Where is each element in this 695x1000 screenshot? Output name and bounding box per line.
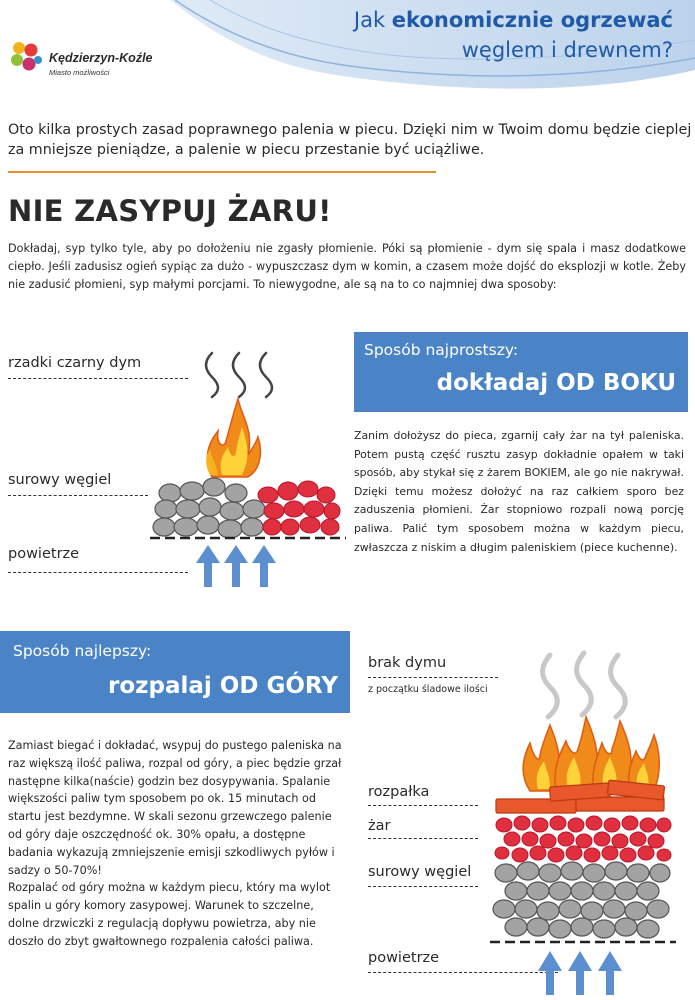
flame-icon bbox=[523, 717, 659, 791]
smoke-squiggle-icon bbox=[206, 353, 272, 397]
label-coal-line bbox=[8, 495, 148, 496]
section-heading: NIE ZASYPUJ ŻARU! bbox=[8, 194, 332, 228]
coal-pile-icon bbox=[493, 862, 670, 938]
top-lighting-diagram bbox=[490, 645, 690, 995]
label-kindling: rozpałka bbox=[368, 784, 430, 800]
air-arrow-icon bbox=[196, 545, 276, 587]
method2-text-part2: Rozpalać od góry można w każdym piecu, który ma wylot spalin u góry komory zasypowej. Warunek to szczelne, dolne drzwiczki z regulacją dopływu powietrza, aby nie doszło do zbyt gwałtownego rozpalenia całości paliwa. bbox=[8, 881, 331, 948]
label-embers-line bbox=[368, 838, 478, 839]
logo-name: Kędzierzyn-Koźle bbox=[49, 51, 153, 65]
method2-title-box bbox=[0, 631, 350, 713]
label-no-smoke: brak dymu bbox=[368, 655, 447, 671]
label-no-smoke-line bbox=[368, 677, 498, 678]
method2-text-part1: Zamiast biegać i dokładać, wsypuj do pustego paleniska na raz większą ilość paliwa, rozpal od góry, a piec będzie grzał następne kilka(naście) godzin bez dosypywania. Spalanie większości paliw tym sposobem po ok. 15 minutach od startu jest bezdymne. W skali sezonu grzewczego palenie od góry daje oszczędność ok. 30% opału, a dostępne badania wykazują zmniejszenie emisji szkodliwych pyłów i sadzy o 50-70%! bbox=[8, 739, 342, 877]
ember-pile-icon bbox=[495, 816, 671, 862]
page-title-line-1: Jak ekonomicznie ogrzewać bbox=[353, 8, 673, 32]
air-arrow-icon bbox=[538, 951, 622, 995]
label-no-smoke-note: z początku śladowe ilości bbox=[368, 684, 488, 695]
label-coal: surowy węgiel bbox=[8, 472, 112, 488]
label-smoke: rzadki czarny dym bbox=[8, 355, 142, 371]
intro-text: Oto kilka prostych zasad poprawnego palenia w piecu. Dzięki nim w Twoim domu będzie cieplej za mniejsze pieniądze, a palenie w piecu przestanie być uciążliwe. bbox=[8, 122, 692, 158]
logo-balls-icon bbox=[7, 38, 47, 78]
label-coal-2-line bbox=[368, 886, 478, 887]
logo-tagline: Miasto możliwości bbox=[49, 68, 110, 77]
smoke-squiggle-icon bbox=[543, 653, 626, 717]
label-embers: żar bbox=[368, 818, 391, 834]
method2-title: rozpalaj OD GÓRY bbox=[108, 673, 338, 699]
label-air: powietrze bbox=[8, 546, 80, 562]
page-title-line-2: węglem i drewnem? bbox=[461, 38, 673, 62]
label-air-2: powietrze bbox=[368, 950, 440, 966]
method2-subtitle: Sposób najlepszy: bbox=[13, 642, 152, 660]
coal-pile-icon bbox=[153, 478, 265, 538]
method1-title: dokładaj OD BOKU bbox=[436, 370, 676, 396]
flame-icon bbox=[206, 399, 260, 477]
intro-paragraph: Dokładaj, syp tylko tyle, aby po dołożeniu nie zgasły płomienie. Póki są płomienie - dym się spala i masz dodatkowe ciepło. Jeśli zadusisz ogień sypiąc za dużo - wypuszczasz dym w komin, a czasem może dojść do eksplozji w kotle. Żeby nie zadusić płomieni, syp małymi porcjami. To niewygodne, ale są na to co najmniej dwa sposoby: bbox=[8, 242, 686, 291]
kindling-sticks-icon bbox=[496, 780, 665, 813]
method2-text bbox=[8, 737, 346, 951]
label-kindling-line bbox=[368, 805, 478, 806]
side-firing-diagram bbox=[150, 345, 350, 590]
ember-pile-icon bbox=[258, 481, 340, 535]
method1-subtitle: Sposób najprostszy: bbox=[364, 341, 519, 359]
method1-title-box bbox=[354, 332, 688, 412]
label-coal-2: surowy węgiel bbox=[368, 864, 472, 880]
method1-text: Zanim dołożysz do pieca, zgarnij cały żar na tył paleniska. Potem pustą część rusztu zasyp dokładnie opałem w taki sposób, aby stykał się z żarem BOKIEM, ale go nie nakrywał. Dzięki temu możesz dołożyć na raz całkiem sporo bez zaduszenia płomieni. Żar stopniowo rozpali nową porcję paliwa. Palić tym sposobem można w każdym piecu, zwłaszcza z niskim a długim paleniskiem (piece kuchenne). bbox=[354, 429, 684, 554]
intro-divider bbox=[8, 171, 436, 173]
